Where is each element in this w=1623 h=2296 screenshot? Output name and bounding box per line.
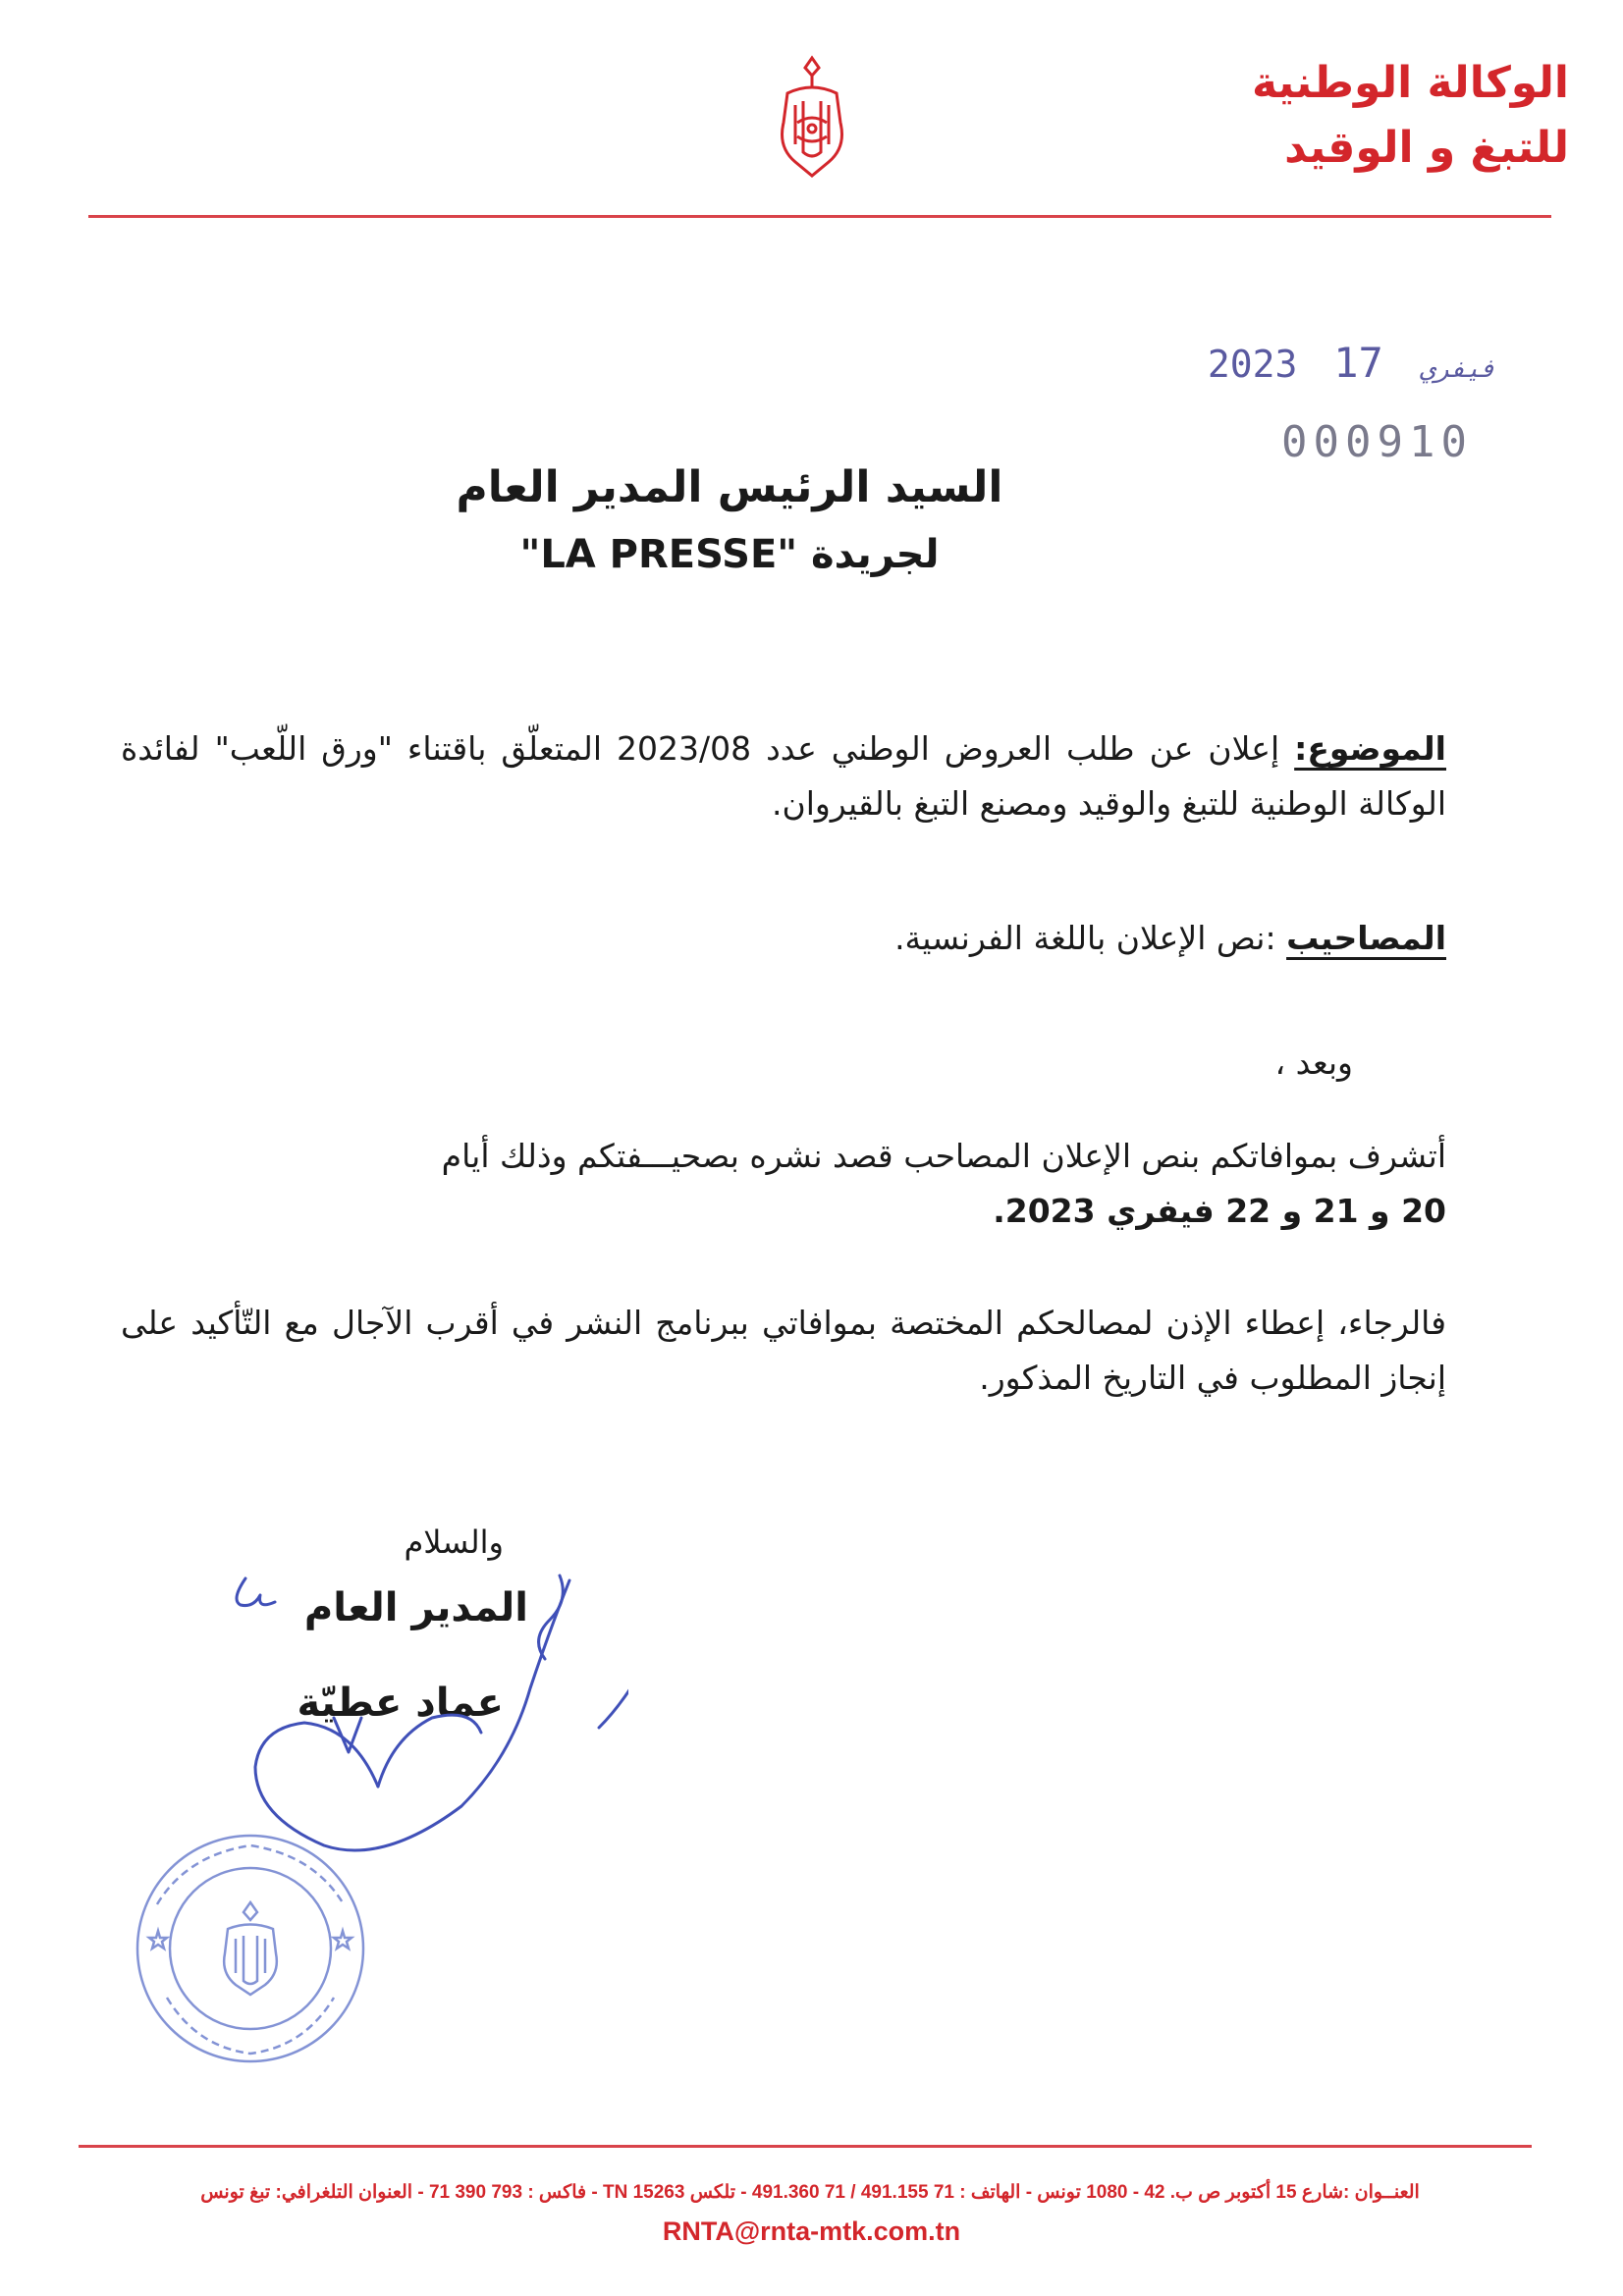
agency-name-line2: للتبغ و الوقيد (1284, 123, 1569, 173)
date-stamp (1208, 339, 1510, 387)
footer-email: RNTA@rnta-mtk.com.tn (662, 2216, 961, 2246)
body-paragraph-2: فالرجاء، إعطاء الإذن لمصالحكم المختصة بموافاتي ببرنامج النشر في أقرب الآجال مع التّأكيد على إنجاز المطلوب في التاريخ المذكور. (121, 1304, 1446, 1397)
subject-paragraph (121, 721, 1446, 831)
agency-name-line1: الوكالة الوطنية (1251, 58, 1569, 108)
attachments-label: المصاحيب (1286, 919, 1446, 957)
subject-label: الموضوع: (1294, 729, 1446, 768)
signer-title: المدير العام (303, 1585, 528, 1630)
date-month: فيفري (1419, 354, 1496, 384)
date-year: 2023 (1207, 343, 1298, 386)
body-paragraph-1-text: أتشرف بموافاتكم بنص الإعلان المصاحب قصد نشره بصحيـــفتكم وذلك أيام (441, 1137, 1446, 1175)
subject-text: إعلان عن طلب العروض الوطني عدد 2023/08 المتعلّق باقتناء "ورق اللّعب" لفائدة الوكالة الوطنية للتبغ والوقيد ومصنع التبغ بالقيروان. (121, 729, 1446, 823)
addressee-newspaper: لجريدة "LA PRESSE" (519, 532, 940, 577)
agency-name (1157, 51, 1569, 181)
date-day: 17 (1333, 339, 1383, 387)
addressee-block (386, 454, 1073, 587)
closing-greeting: والسلام (404, 1523, 504, 1561)
footer-address: العنــوان :شارع 15 أكتوبر ص ب. 42 - 1080 تونس - الهاتف : 71 491.155 / 71 491.360 - تلكس 15263 TN - فاكس : 793 390 71 - العنوان التلغرافي: تبغ تونس (200, 2182, 1420, 2203)
attachments-paragraph (121, 911, 1446, 966)
reference-number: 000910 (1281, 417, 1473, 467)
official-seal-icon (128, 1826, 373, 2071)
attachments-text: :نص الإعلان باللغة الفرنسية. (894, 919, 1287, 957)
footer-divider (79, 2145, 1532, 2148)
addressee-title: السيد الرئيس المدير العام (456, 462, 1003, 512)
salutation: وبعد ، (1274, 1043, 1353, 1082)
handwritten-signature (137, 1571, 628, 1865)
publication-dates: 20 و 21 و 22 فيفري 2023. (993, 1192, 1446, 1230)
header-divider (88, 215, 1551, 218)
signer-name: عماد عطيّة (297, 1681, 504, 1726)
agency-emblem-icon (768, 54, 856, 182)
body-paragraph-1 (121, 1129, 1446, 1239)
